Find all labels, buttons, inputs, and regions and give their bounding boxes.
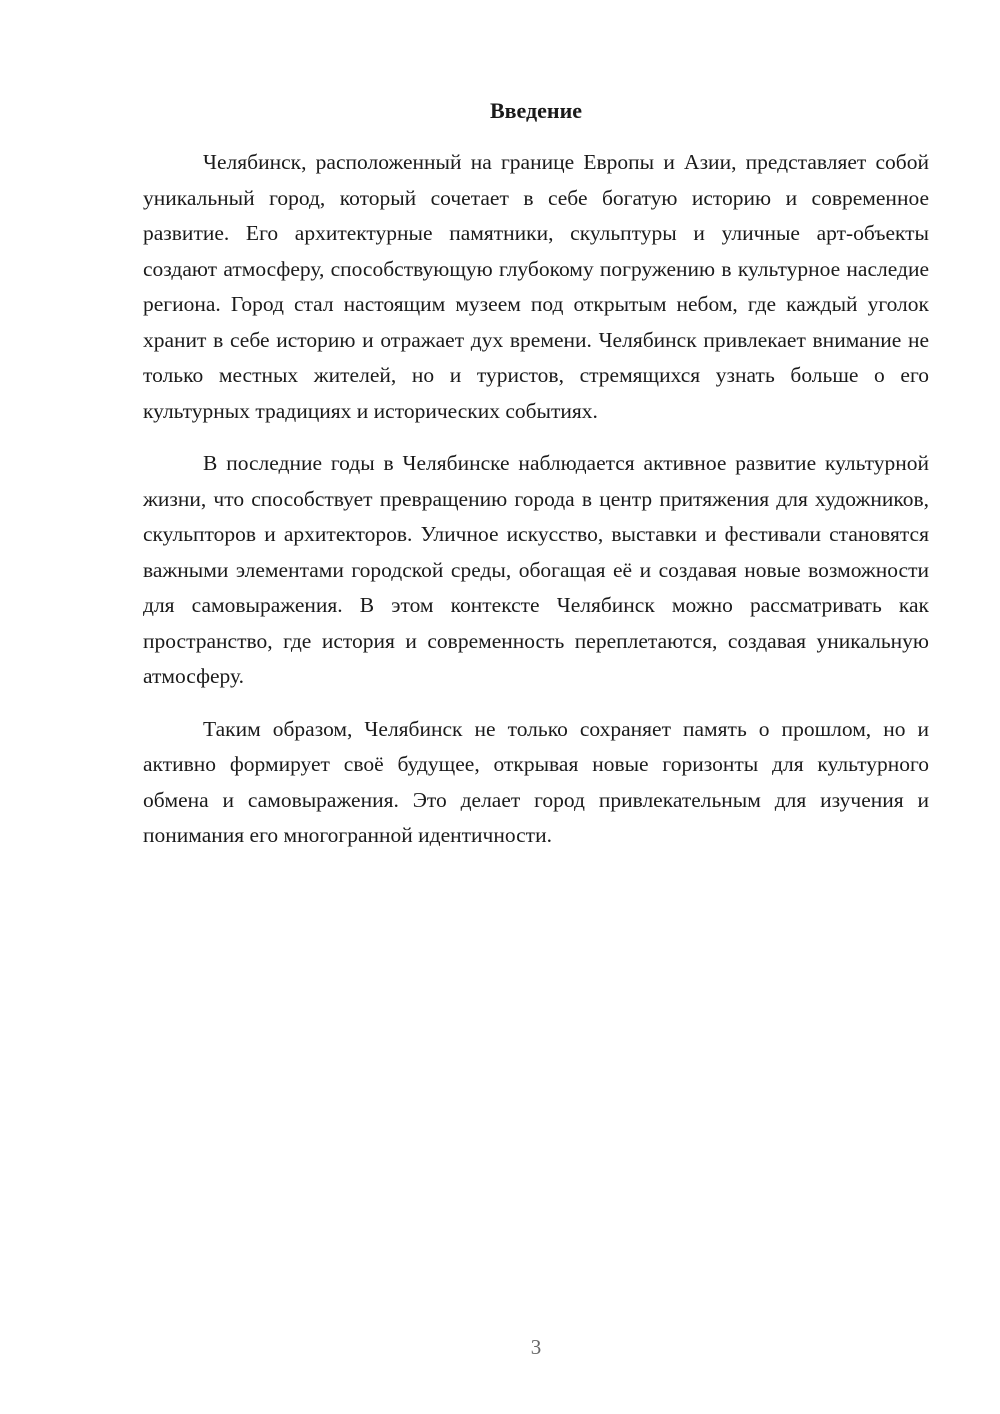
section-heading: Введение <box>489 98 583 123</box>
paragraph-3: Таким образом, Челябинск не только сохраняет память о прошлом, но и активно формирует своё будущее, открывая новые горизонты для культурного обмена и самовыражения. Это делает город привлекательным для изучения и понимания его многогранной идентичности. <box>143 716 929 847</box>
paragraph-1: Челябинск, расположенный на границе Европы и Азии, представляет собой уникальный город, который сочетает в себе богатую историю и современное развитие. Его архитектурные памятники, скульптуры и уличные арт-объекты создают атмосферу, способствующую глубокому погружению в культурное наследие региона. Город стал настоящим музеем под открытым небом, где каждый уголок хранит в себе историю и отражает дух времени. Челябинск привлекает внимание не только местных жителей, но и туристов, стремящихся узнать больше о его культурных традициях и исторических событиях. <box>143 150 929 423</box>
page-number: 3 <box>530 1335 542 1359</box>
body-text <box>143 145 929 871</box>
paragraph-2: В последние годы в Челябинске наблюдается активное развитие культурной жизни, что способствует превращению города в центр притяжения для художников, скульпторов и архитекторов. Уличное искусство, выставки и фестивали становятся важными элементами городской среды, обогащая её и создавая новые возможности для самовыражения. В этом контексте Челябинск можно рассматривать как пространство, где история и современность переплетаются, создавая уникальную атмосферу. <box>143 451 929 688</box>
